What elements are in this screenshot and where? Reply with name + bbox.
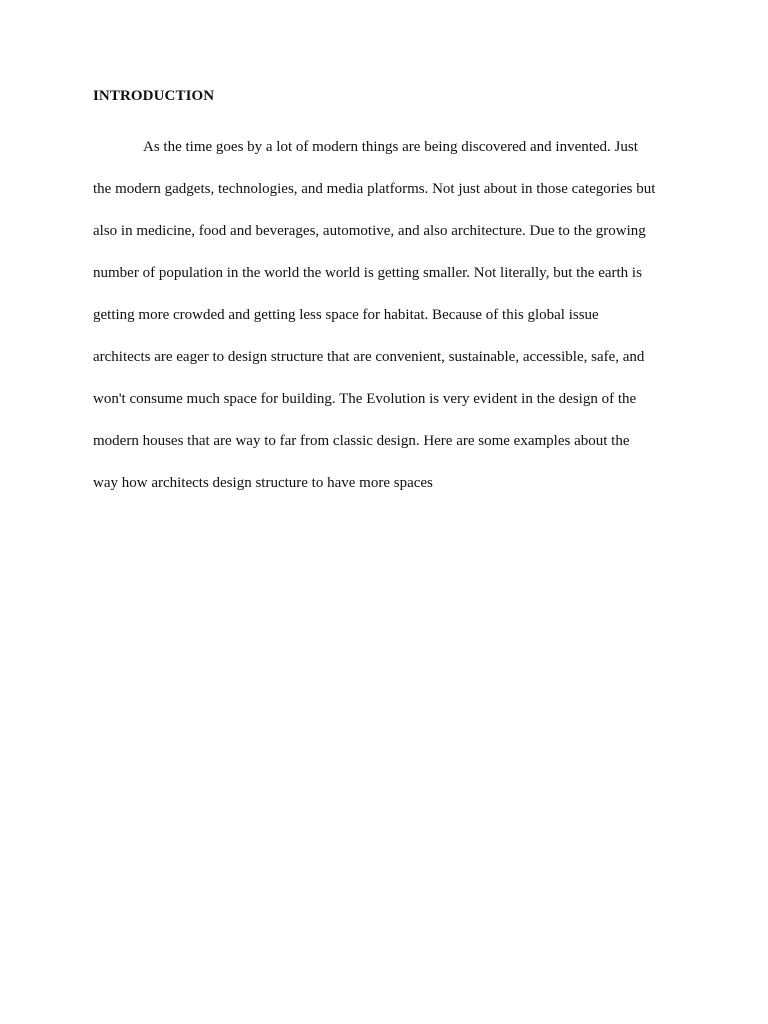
paragraph-line-9: way how architects design structure to have more spaces (93, 475, 433, 491)
section-heading: INTRODUCTION (93, 88, 215, 104)
paragraph-line-3: also in medicine, food and beverages, automotive, and also architecture. Due to the growing (93, 223, 646, 239)
paragraph-line-1: As the time goes by a lot of modern things are being discovered and invented. Just (143, 139, 638, 155)
paragraph-line-8: modern houses that are way to far from classic design. Here are some examples about the (93, 433, 630, 449)
paragraph-line-6: architects are eager to design structure that are convenient, sustainable, accessible, safe, and (93, 349, 645, 365)
paragraph-line-5: getting more crowded and getting less space for habitat. Because of this global issue (93, 307, 599, 323)
paragraph-line-4: number of population in the world the world is getting smaller. Not literally, but the earth is (93, 265, 642, 281)
paragraph-line-7: won't consume much space for building. The Evolution is very evident in the design of the (93, 391, 637, 407)
paragraph-line-2: the modern gadgets, technologies, and media platforms. Not just about in those categories but (93, 181, 656, 197)
